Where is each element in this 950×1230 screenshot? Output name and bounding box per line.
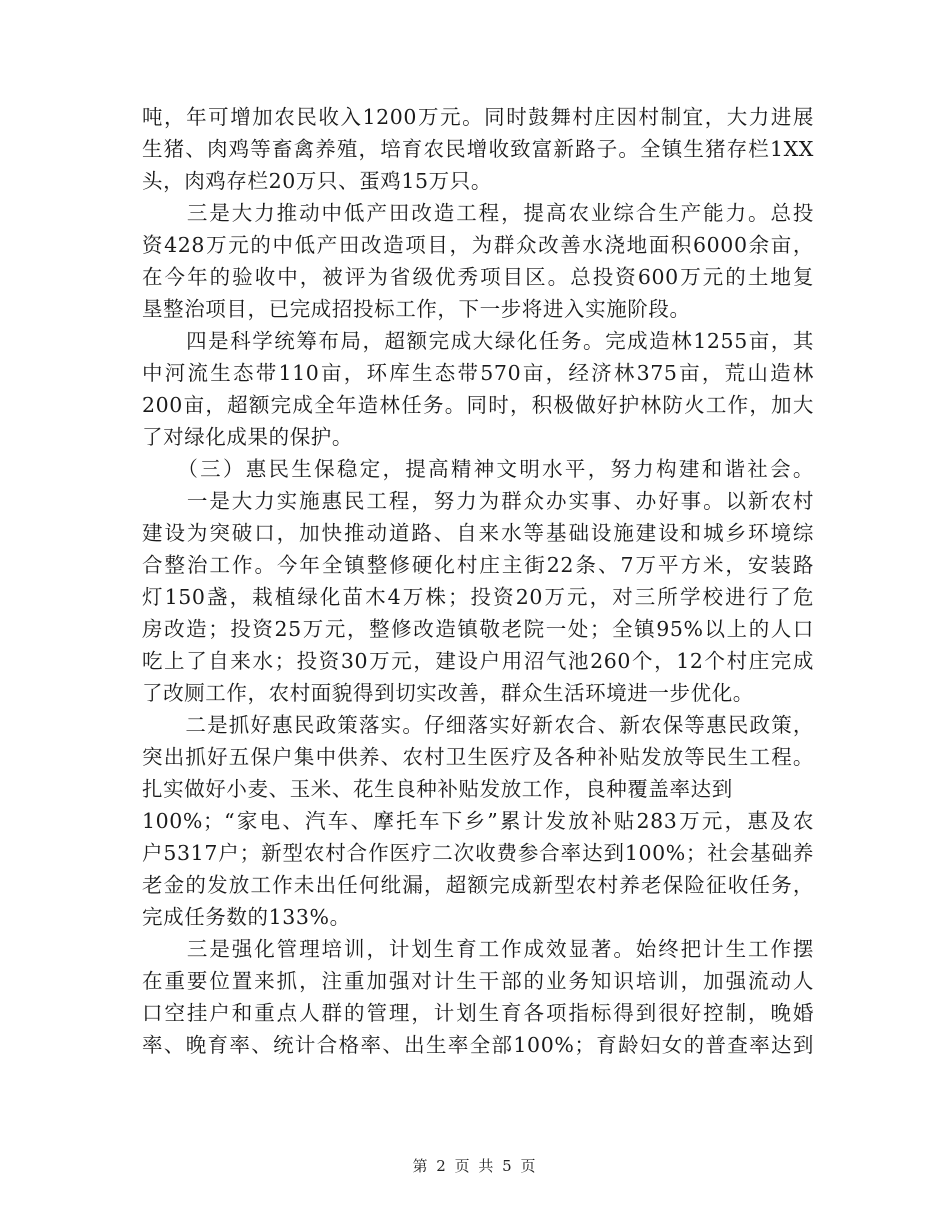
page-footer: 第 2 页 共 5 页 <box>412 1157 538 1175</box>
body-text <box>142 101 814 1061</box>
text-line: 头，肉鸡存栏20万只、蛋鸡15万只。 <box>142 169 492 193</box>
text-line: 在今年的验收中，被评为省级优秀项目区。总投资600万元的土地复 <box>142 265 814 289</box>
text-line: 合整治工作。今年全镇整修硬化村庄主街22条、7万平方米，安装路 <box>142 553 814 577</box>
text-line: 完成任务数的133%。 <box>142 905 351 929</box>
text-line: 200亩，超额完成全年造林任务。同时，积极做好护林防火工作，加大 <box>142 393 814 417</box>
text-line: 生猪、肉鸡等畜禽养殖，培育农民增收致富新路子。全镇生猪存栏1XX <box>142 137 814 161</box>
text-line: 口空挂户和重点人群的管理，计划生育各项指标得到很好控制，晚婚 <box>142 1001 814 1025</box>
text-line: 老金的发放工作未出任何纰漏，超额完成新型农村养老保险征收任务， <box>142 873 814 897</box>
text-line: 一是大力实施惠民工程，努力为群众办实事、办好事。以新农村 <box>142 489 814 513</box>
text-line: 垦整治项目，已完成招投标工作，下一步将进入实施阶段。 <box>142 297 691 321</box>
text-line: 房改造；投资25万元，整修改造镇敬老院一处；全镇95%以上的人口 <box>142 617 814 641</box>
text-line: （三）惠民生保稳定，提高精神文明水平，努力构建和谐社会。 <box>142 457 814 481</box>
text-line: 在重要位置来抓，注重加强对计生干部的业务知识培训，加强流动人 <box>142 969 814 993</box>
text-line: 扎实做好小麦、玉米、花生良种补贴发放工作，良种覆盖率达到 <box>142 777 733 801</box>
text-line: 吨，年可增加农民收入1200万元。同时鼓舞村庄因村制宜，大力进展 <box>142 105 814 129</box>
text-line: 二是抓好惠民政策落实。仔细落实好新农合、新农保等惠民政策， <box>142 713 814 737</box>
text-line: 四是科学统筹布局，超额完成大绿化任务。完成造林1255亩，其 <box>142 329 814 353</box>
text-line: 中河流生态带110亩，环库生态带570亩，经济林375亩，荒山造林 <box>142 361 814 385</box>
text-line: 灯150盏，栽植绿化苗木4万株；投资20万元，对三所学校进行了危 <box>142 585 814 609</box>
text-line: 三是大力推动中低产田改造工程，提高农业综合生产能力。总投 <box>142 201 814 225</box>
text-line: 建设为突破口，加快推动道路、自来水等基础设施建设和城乡环境综 <box>142 521 814 545</box>
text-line: 三是强化管理培训，计划生育工作成效显著。始终把计生工作摆 <box>142 937 814 961</box>
text-line: 资428万元的中低产田改造项目，为群众改善水浇地面积6000余亩， <box>142 233 814 257</box>
text-line: 吃上了自来水；投资30万元，建设户用沼气池260个，12个村庄完成 <box>142 649 814 673</box>
text-line: 100%；“家电、汽车、摩托车下乡”累计发放补贴283万元，惠及农 <box>142 809 814 833</box>
text-line: 了改厕工作，农村面貌得到切实改善，群众生活环境进一步优化。 <box>142 681 754 705</box>
text-line: 了对绿化成果的保护。 <box>142 425 353 449</box>
text-line: 户5317户；新型农村合作医疗二次收费参合率达到100%；社会基础养 <box>142 841 814 865</box>
text-line: 突出抓好五保户集中供养、农村卫生医疗及各种补贴发放等民生工程。 <box>142 745 814 769</box>
text-line: 率、晚育率、统计合格率、出生率全部100%；育龄妇女的普查率达到 <box>142 1033 814 1057</box>
